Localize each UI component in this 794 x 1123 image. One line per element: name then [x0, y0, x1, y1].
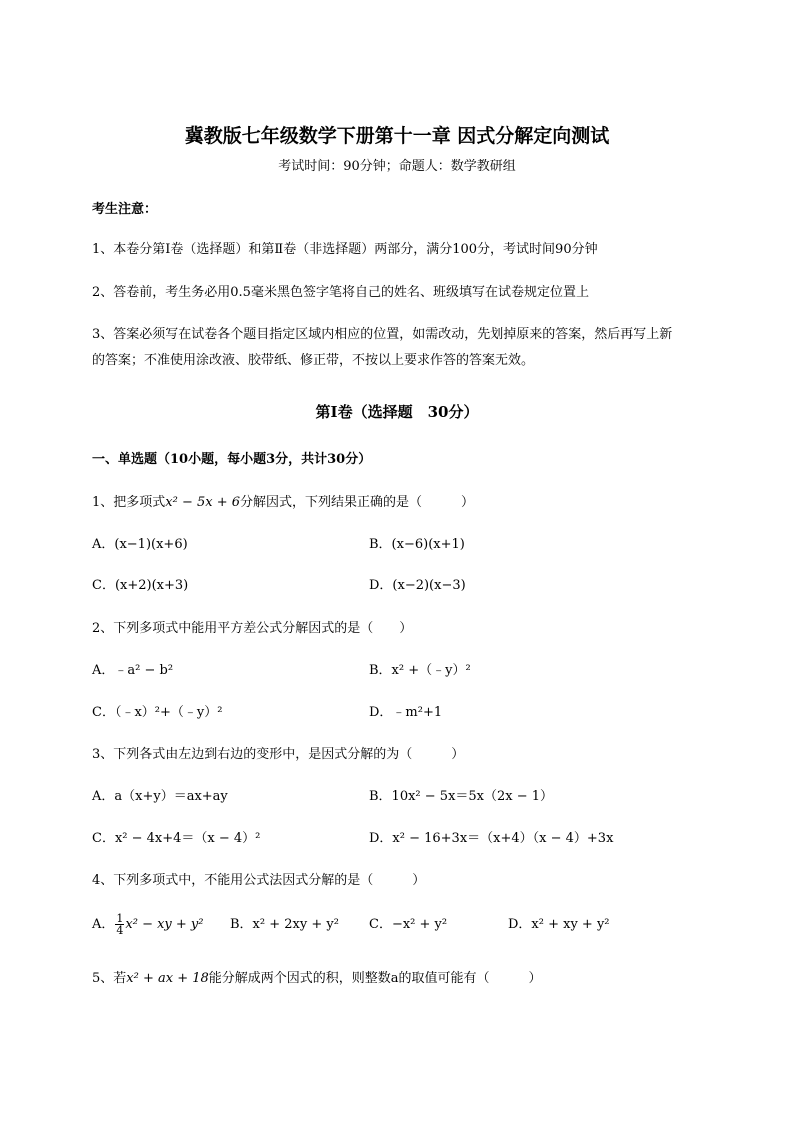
notice-item-3-cont: 的答案；不准使用涂改液、胶带纸、修正带，不按以上要求作答的答案无效。 [92, 353, 535, 368]
q1-pre: 1、把多项式 [92, 495, 166, 510]
q4-a-expr: x² − xy + y² [125, 917, 204, 932]
q3-option-c[interactable]: C．x² − 4x+4＝（x − 4）² [92, 831, 261, 846]
q4-a-numerator: 1 [116, 912, 124, 925]
q5-pre: 5、若 [92, 971, 127, 986]
q4-option-b[interactable]: B．x² + 2xy + y² [230, 917, 339, 932]
q4-a-fraction [115, 913, 124, 936]
q4-option-a[interactable] [92, 912, 203, 938]
question-2-stem: 2、下列多项式中能用平方差公式分解因式的是（ ） [92, 621, 413, 636]
q2-option-a[interactable]: A．﹣a² − b² [92, 663, 174, 678]
q1-expr: x² − 5x + 6 [165, 495, 241, 510]
q5-post: 能分解成两个因式的积，则整数a的取值可能有（ ） [208, 971, 542, 986]
q5-expr: x² + ax + 18 [126, 971, 209, 986]
question-4-stem: 4、下列多项式中，不能用公式法因式分解的是（ ） [92, 873, 426, 888]
notice-item-1: 1、本卷分第I卷（选择题）和第Ⅱ卷（非选择题）两部分，满分100分，考试时间90分钟 [92, 242, 598, 257]
document-subtitle: 考试时间：90分钟；命题人：数学教研组 [278, 159, 516, 174]
q3-option-a[interactable]: A．a（x+y）＝ax+ay [92, 789, 228, 804]
q4-option-c[interactable]: C．−x² + y² [369, 917, 448, 932]
question-3-stem: 3、下列各式由左边到右边的变形中，是因式分解的为（ ） [92, 747, 465, 762]
notice-item-3: 3、答案必须写在试卷各个题目指定区域内相应的位置，如需改动，先划掉原来的答案，然后再写上新 [92, 327, 673, 342]
q4-a-denominator: 4 [116, 924, 124, 937]
question-5-stem [92, 970, 542, 988]
part1-heading: 一、单选题（10小题，每小题3分，共计30分） [92, 452, 372, 467]
q1-post: 分解因式，下列结果正确的是（ ） [240, 495, 475, 510]
q3-option-d[interactable]: D．x² − 16+3x＝（x+4）（x − 4）+3x [369, 831, 614, 846]
q1-option-b[interactable]: B．(x−6)(x+1) [369, 537, 465, 552]
q1-option-a[interactable]: A．(x−1)(x+6) [92, 537, 188, 552]
q4-a-label: A． [92, 917, 115, 932]
q4-option-d[interactable]: D．x² + xy + y² [508, 917, 610, 932]
q2-option-b[interactable]: B．x² +（﹣y）² [369, 663, 471, 678]
question-1-stem [92, 494, 474, 512]
q3-option-b[interactable]: B．10x² − 5x＝5x（2x − 1） [369, 789, 554, 804]
notice-heading: 考生注意： [92, 202, 158, 217]
notice-item-2: 2、答卷前，考生务必用0.5毫米黑色签字笔将自己的姓名、班级填写在试卷规定位置上 [92, 285, 589, 300]
q1-option-c[interactable]: C．(x+2)(x+3) [92, 578, 189, 593]
document-title: 冀教版七年级数学下册第十一章 因式分解定向测试 [184, 125, 610, 147]
section-title: 第I卷（选择题 30分） [315, 403, 479, 421]
q2-option-c[interactable]: C．（﹣x）²+（﹣y）² [92, 705, 223, 720]
q2-option-d[interactable]: D．﹣m²+1 [369, 705, 443, 720]
q1-option-d[interactable]: D．(x−2)(x−3) [369, 578, 466, 593]
